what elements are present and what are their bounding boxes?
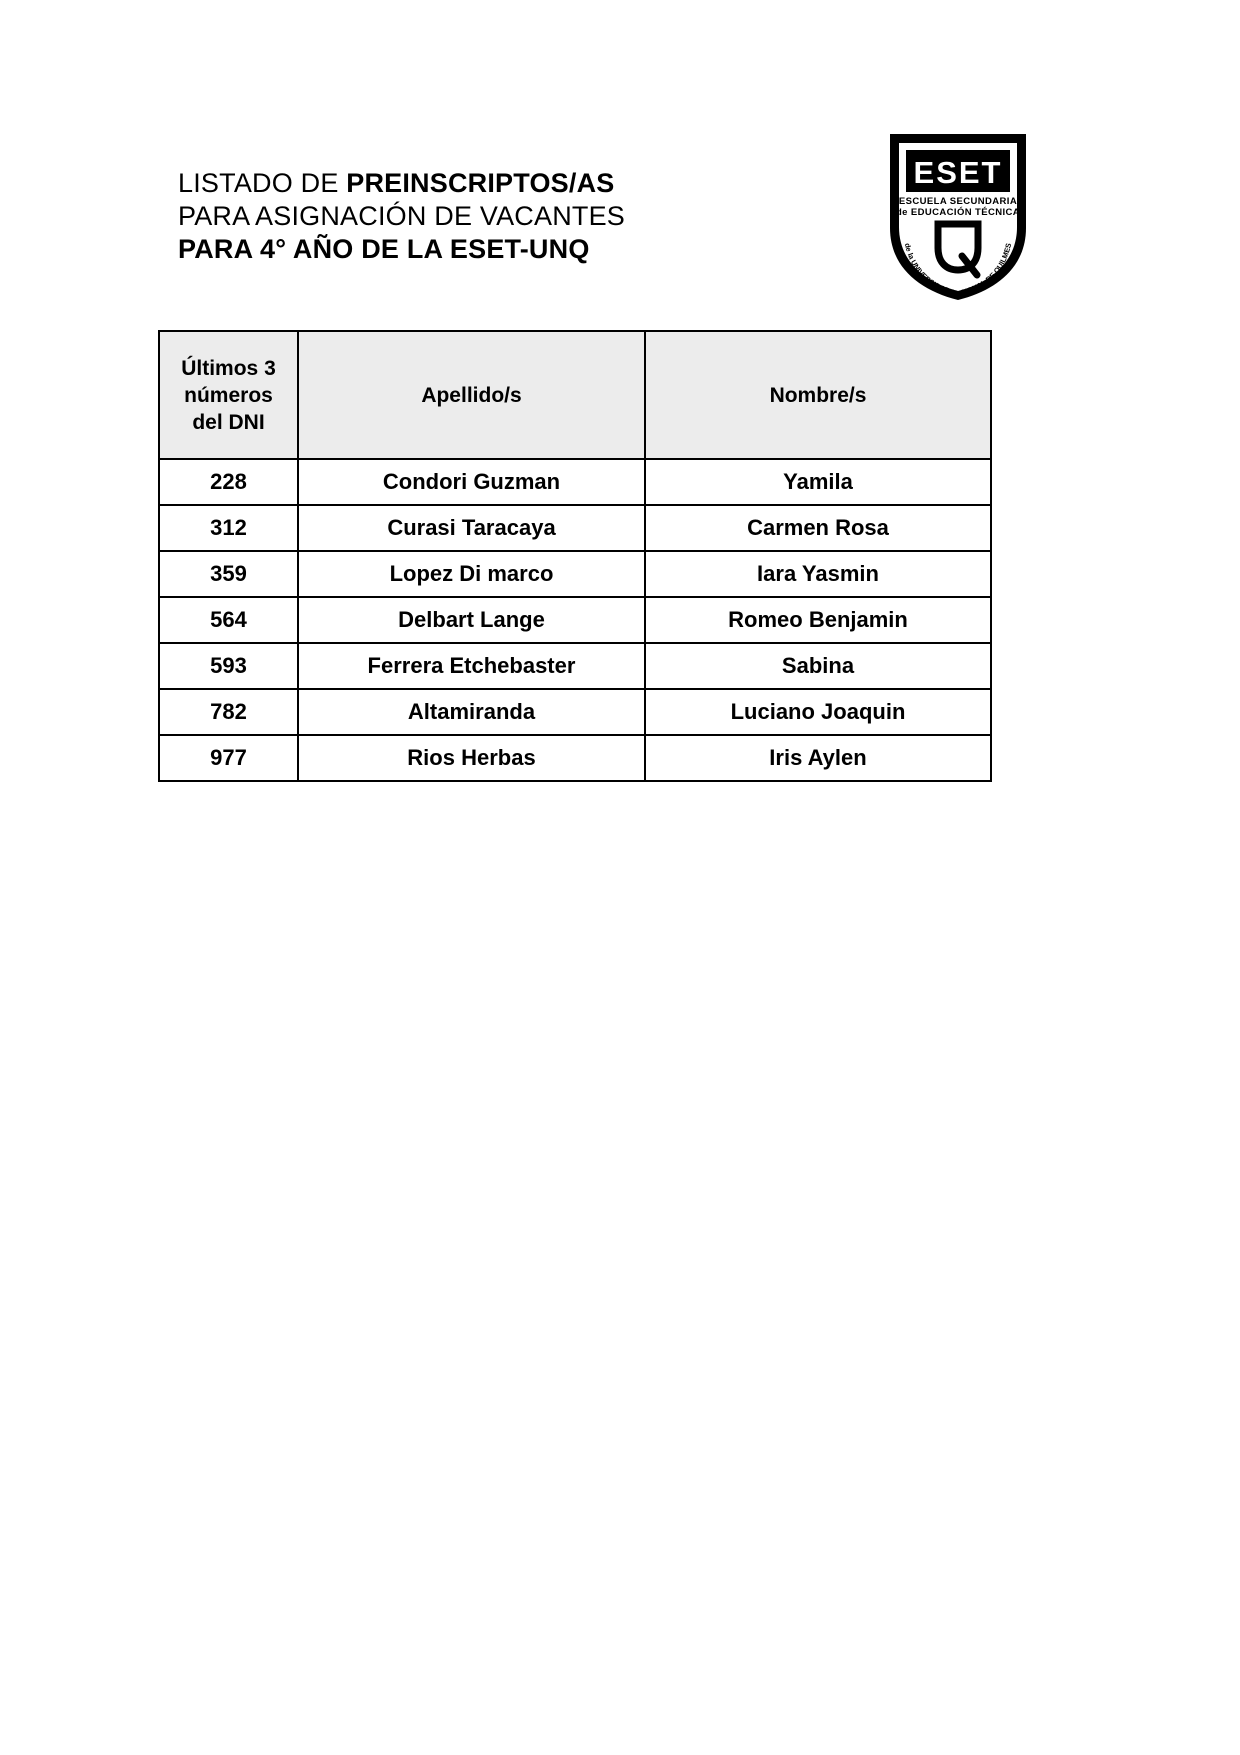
cell-nombre: Iris Aylen (645, 735, 991, 781)
svg-text:ESCUELA SECUNDARIA: ESCUELA SECUNDARIA (898, 196, 1018, 207)
cell-nombre: Iara Yasmin (645, 551, 991, 597)
table-row (159, 643, 991, 689)
cell-nombre: Luciano Joaquin (645, 689, 991, 735)
title-line-3: PARA 4° AÑO DE LA ESET-UNQ (178, 234, 590, 264)
table-header-row (159, 331, 991, 459)
cell-nombre: Yamila (645, 459, 991, 505)
preinscriptos-table-wrap (158, 330, 948, 782)
cell-apellido: Lopez Di marco (298, 551, 645, 597)
table-row (159, 689, 991, 735)
cell-apellido: Rios Herbas (298, 735, 645, 781)
cell-nombre: Sabina (645, 643, 991, 689)
cell-dni: 977 (159, 735, 298, 781)
preinscriptos-table (158, 330, 992, 782)
cell-dni: 593 (159, 643, 298, 689)
table-row (159, 459, 991, 505)
table-head (159, 331, 991, 459)
svg-text:ESET: ESET (913, 155, 1003, 190)
cell-dni: 359 (159, 551, 298, 597)
table-row (159, 597, 991, 643)
cell-nombre: Carmen Rosa (645, 505, 991, 551)
cell-apellido: Condori Guzman (298, 459, 645, 505)
svg-text:de EDUCACIÓN TÉCNICA: de EDUCACIÓN TÉCNICA (895, 207, 1021, 218)
title-line-1 (178, 167, 625, 200)
table-row (159, 551, 991, 597)
title-line-1-bold: PREINSCRIPTOS/AS (346, 168, 615, 198)
cell-dni: 312 (159, 505, 298, 551)
document-header (178, 155, 1078, 299)
column-header-dni-line2: números (184, 383, 273, 407)
table-row (159, 505, 991, 551)
cell-nombre: Romeo Benjamin (645, 597, 991, 643)
cell-dni: 564 (159, 597, 298, 643)
svg-text:de la UNIVERSIDAD NACIONAL DE: de la UNIVERSIDAD NACIONAL DE QUILMES (902, 242, 1014, 299)
column-header-apellido: Apellido/s (298, 331, 645, 459)
column-header-nombre: Nombre/s (645, 331, 991, 459)
table-row (159, 735, 991, 781)
eset-unq-shield-logo-icon (878, 120, 1038, 305)
cell-apellido: Delbart Lange (298, 597, 645, 643)
cell-dni: 228 (159, 459, 298, 505)
column-header-dni-line3: del DNI (192, 410, 265, 434)
column-header-dni (159, 331, 298, 459)
title-line-1-plain: LISTADO DE (178, 168, 347, 198)
cell-apellido: Curasi Taracaya (298, 505, 645, 551)
title-line-2: PARA ASIGNACIÓN DE VACANTES (178, 201, 626, 231)
column-header-dni-line1: Últimos 3 (181, 356, 276, 380)
cell-dni: 782 (159, 689, 298, 735)
page-title (178, 155, 625, 266)
table-body (159, 459, 991, 781)
cell-apellido: Altamiranda (298, 689, 645, 735)
cell-apellido: Ferrera Etchebaster (298, 643, 645, 689)
